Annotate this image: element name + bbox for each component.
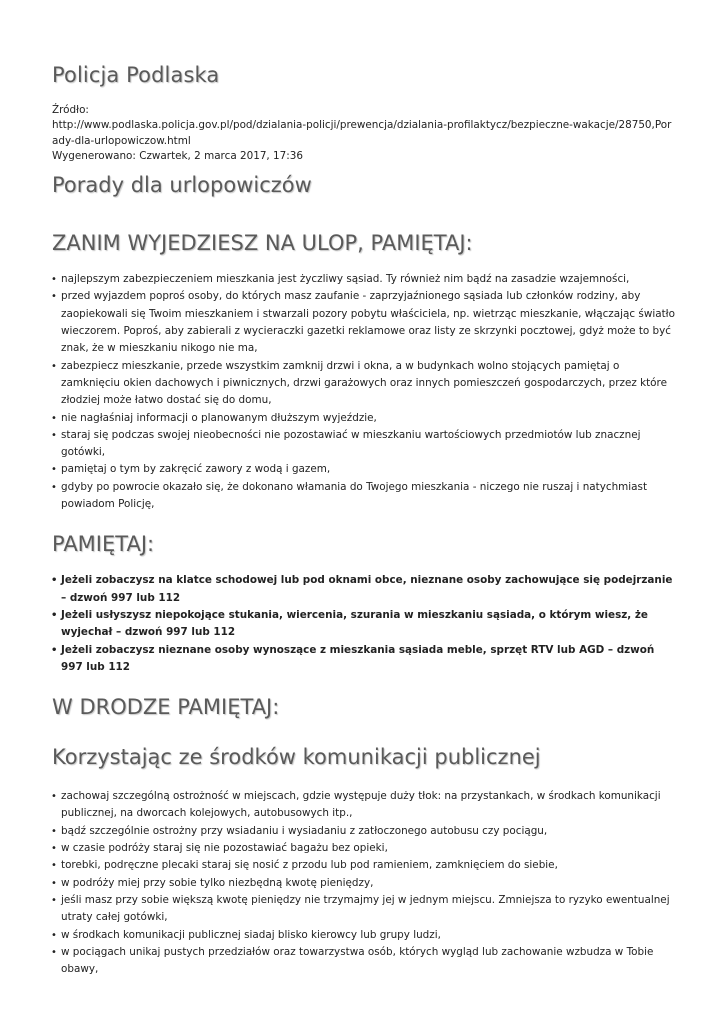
list-item: • staraj się podczas swojej nieobecności nie pozostawiać w mieszkaniu wartościowych przedmiotów lub znacznej gotówki,	[51, 428, 641, 459]
list-item: • w środkach komunikacji publicznej siadaj blisko kierowcy lub grupy ludzi,	[52, 927, 675, 944]
list-item: • nie nagłaśniaj informacji o planowanym dłuższym wyjeździe,	[52, 410, 675, 427]
section-heading-public-transport: Korzystając ze środków komunikacji publicznej	[52, 745, 541, 770]
bullet-icon: •	[51, 609, 58, 621]
bullet-icon: •	[51, 825, 57, 837]
list-item: • zachowaj szczególną ostrożność w miejscach, gdzie występuje duży tłok: na przystankach, w środkach komunikacji publicznej, na dworcach kolejowych, autobusowych itp.,	[51, 790, 661, 820]
list-item: • pamiętaj o tym by zakręcić zawory z wodą i gazem,	[52, 461, 675, 478]
bullet-icon: •	[51, 894, 57, 906]
generated-date: Wygenerowano: Czwartek, 2 marca 2017, 17:36	[52, 149, 303, 162]
bullet-icon: •	[51, 929, 57, 941]
source-label: Źródło:	[52, 104, 89, 116]
list-item: • w pociągach unikaj pustych przedziałów oraz towarzystwa osób, których wygląd lub zachowanie wzbudza w Tobie obawy,	[51, 945, 654, 976]
bullet-icon: •	[51, 575, 58, 587]
site-title: Policja Podlaska	[52, 63, 220, 87]
bullet-icon: •	[51, 291, 57, 303]
public-transport-list	[52, 788, 675, 978]
bullet-icon: •	[51, 412, 57, 424]
section-heading-remember: PAMIĘTAJ:	[52, 532, 155, 557]
list-item: • bądź szczególnie ostrożny przy wsiadaniu i wysiadaniu z zatłoczonego autobusu czy pociągu,	[52, 823, 675, 840]
section-heading-on-the-road: W DRODZE PAMIĘTAJ:	[52, 695, 280, 720]
list-item: • w podróży miej przy sobie tylko niezbędną kwotę pieniędzy,	[52, 875, 675, 892]
document-meta	[52, 103, 675, 164]
list-item: • gdyby po powrocie okazało się, że dokonano włamania do Twojego mieszkania - niczego nie ruszaj i natychmiast powiadom Policję,	[51, 480, 648, 511]
list-item: • zabezpiecz mieszkanie, przede wszystkim zamknij drzwi i okna, a w budynkach wolno stojących pamiętaj o zamknięciu okien dachowych i piwnicznych, drzwi garażowych oraz innych pomieszczeń gospodarczych, przez które złodziej może łatwo dostać się do domu,	[51, 359, 667, 407]
bullet-icon: •	[51, 429, 57, 441]
list-item: • jeśli masz przy sobie większą kwotę pieniędzy nie trzymajmy jej w jednym miejscu. Zmniejsza to ryzyko ewentualnej utraty całej gotówki,	[51, 893, 670, 924]
bullet-icon: •	[51, 644, 58, 656]
remember-list	[52, 572, 675, 676]
bullet-icon: •	[51, 274, 57, 286]
bullet-icon: •	[51, 360, 57, 372]
bullet-icon: •	[51, 877, 57, 889]
list-item: • Jeżeli usłyszysz niepokojące stukania, wiercenia, szurania w mieszkaniu sąsiada, o którym wiesz, że wyjechał – dzwoń 997 lub 112	[51, 608, 648, 639]
bullet-icon: •	[51, 464, 57, 476]
bullet-icon: •	[51, 946, 57, 958]
list-item: • w czasie podróży staraj się nie pozostawiać bagażu bez opieki,	[52, 840, 675, 857]
article-title: Porady dla urlopowiczów	[52, 173, 312, 198]
list-item: • Jeżeli zobaczysz nieznane osoby wynoszące z mieszkania sąsiada meble, sprzęt RTV lub AGD – dzwoń 997 lub 112	[51, 643, 655, 673]
list-item: • najlepszym zabezpieczeniem mieszkania jest życzliwy sąsiad. Ty również nim bądź na zasadzie wzajemności,	[52, 271, 675, 288]
list-item: • przed wyjazdem poproś osoby, do których masz zaufanie - zaprzyjaźnionego sąsiada lub członków rodziny, aby zaopiekowali się Twoim mieszkaniem i stwarzali pozory pobytu właściciela, np. wietrząc mieszkanie, włączając światło wieczorem. Poproś, aby zabierali z wycieraczki gazetki reklamowe oraz listy ze skrzynki pocztowej, gdyż może to być znak, że w mieszkaniu nikogo nie ma,	[51, 290, 675, 355]
bullet-icon: •	[51, 481, 57, 493]
before-leaving-list	[52, 271, 675, 513]
source-url: http://www.podlaska.policja.gov.pl/pod/dzialania-policji/prewencja/dzialania-profilaktycz/bezpieczne-wakacje/28750,Porady-dla-urlopowiczow.html	[52, 119, 672, 147]
bullet-icon: •	[51, 860, 57, 872]
bullet-icon: •	[51, 791, 57, 803]
list-item: • Jeżeli zobaczysz na klatce schodowej lub pod oknami obce, nieznane osoby zachowujące się podejrzanie – dzwoń 997 lub 112	[51, 574, 673, 604]
section-heading-before-leaving: ZANIM WYJEDZIESZ NA ULOP, PAMIĘTAJ:	[52, 231, 473, 256]
bullet-icon: •	[51, 843, 57, 855]
list-item: • torebki, podręczne plecaki staraj się nosić z przodu lub pod ramieniem, zamknięciem do siebie,	[52, 857, 675, 874]
